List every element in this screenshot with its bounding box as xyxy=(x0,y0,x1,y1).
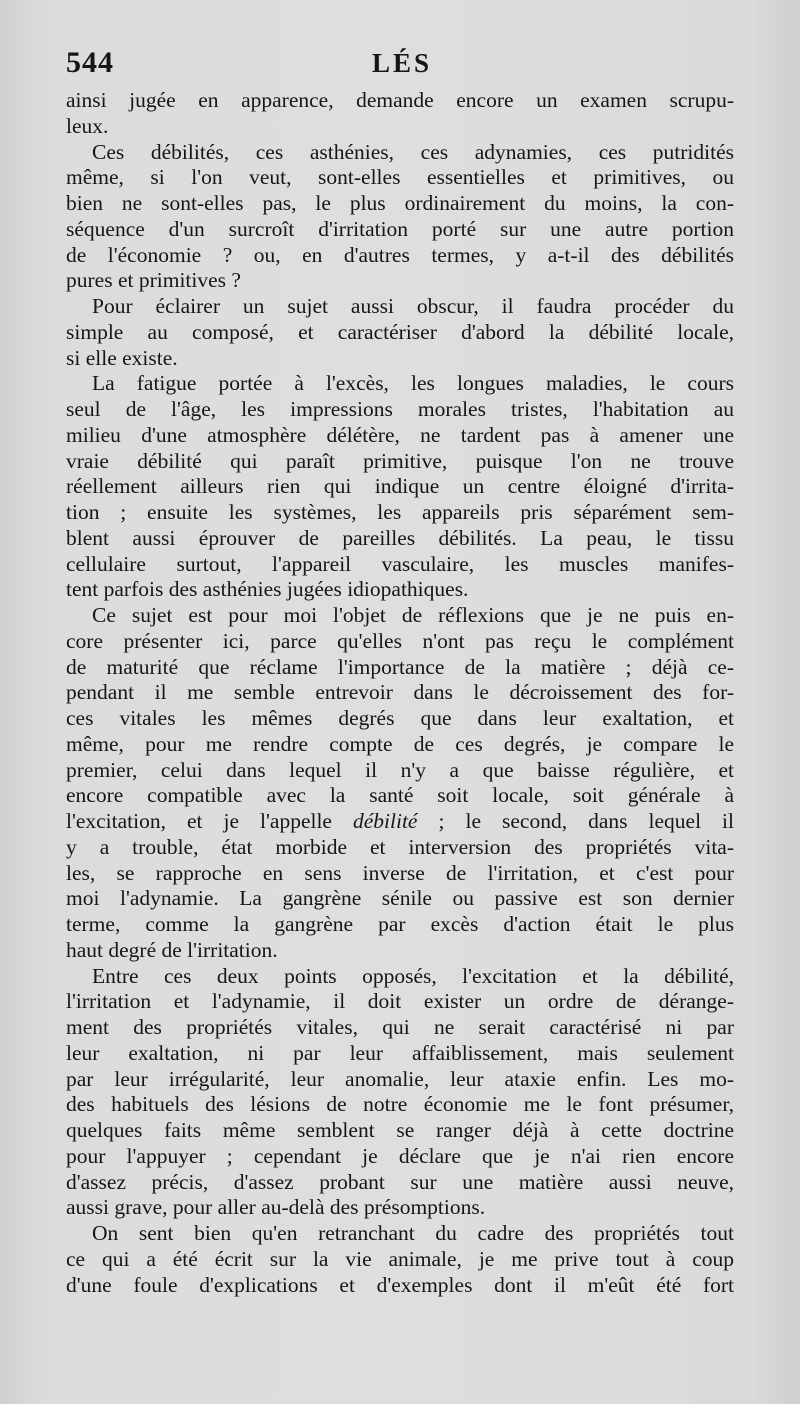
text-line: seul de l'âge, les impressions morales tristes, l'habitation au xyxy=(66,397,734,421)
page-number: 544 xyxy=(66,46,114,79)
italic-term: débilité xyxy=(353,809,418,833)
text-line: ce qui a été écrit sur la vie animale, je me prive tout à coup xyxy=(66,1246,734,1271)
text-line: par leur irrégularité, leur anomalie, leur ataxie enfin. Les mo- xyxy=(66,1066,734,1091)
text-line: La fatigue portée à l'excès, les longues maladies, le cours xyxy=(92,371,734,396)
text-line: ces vitales les mêmes degrés que dans leur exaltation, et xyxy=(66,706,734,730)
running-head: LÉS xyxy=(371,48,433,78)
text-line: Ce sujet est pour moi l'objet de réflexions que je ne puis en- xyxy=(92,603,734,627)
text-line xyxy=(66,809,734,835)
text-line: bien ne sont-elles pas, le plus ordinairement du moins, la con- xyxy=(66,191,734,215)
text-line: pendant il me semble entrevoir dans le décroissement des for- xyxy=(66,680,734,705)
text-segment: l'excitation, et je l'appelle xyxy=(66,809,353,833)
text-line: core présenter ici, parce qu'elles n'ont pas reçu le complément xyxy=(66,628,734,653)
text-line: séquence d'un surcroît d'irritation porté sur une autre portion xyxy=(66,216,734,241)
text-line: de maturité que réclame l'importance de la matière ; déjà ce- xyxy=(66,654,734,679)
text-line: terme, comme la gangrène par excès d'action était le plus xyxy=(66,912,734,936)
text-segment: ; le second, dans lequel il xyxy=(417,809,734,833)
text-line: leux. xyxy=(66,113,109,138)
text-line: pour l'appuyer ; cependant je déclare que je n'ai rien encore xyxy=(66,1143,734,1168)
text-line: moi l'adynamie. La gangrène sénile ou passive est son dernier xyxy=(66,886,734,911)
text-line: Pour éclairer un sujet aussi obscur, il faudra procéder du xyxy=(92,294,734,318)
text-line: haut degré de l'irritation. xyxy=(66,937,278,962)
text-line: ainsi jugée en apparence, demande encore un examen scrupu- xyxy=(66,88,734,112)
text-line: Entre ces deux points opposés, l'excitation et la débilité, xyxy=(92,963,734,988)
text-line: On sent bien qu'en retranchant du cadre des propriétés tout xyxy=(92,1221,734,1245)
text-line: encore compatible avec la santé soit locale, soit générale à xyxy=(66,783,734,808)
text-line: de l'économie ? ou, en d'autres termes, y a-t-il des débilités xyxy=(66,242,734,267)
text-line: premier, celui dans lequel il n'y a que baisse régulière, et xyxy=(66,757,734,782)
text-line: vraie débilité qui paraît primitive, puisque l'on ne trouve xyxy=(66,448,734,473)
text-line: les, se rapproche en sens inverse de l'irritation, et c'est pour xyxy=(66,860,734,885)
text-line: cellulaire surtout, l'appareil vasculaire, les muscles manifes- xyxy=(66,551,734,576)
text-line: d'assez précis, d'assez probant sur une matière aussi neuve, xyxy=(66,1169,734,1194)
text-line: milieu d'une atmosphère délétère, ne tardent pas à amener une xyxy=(66,422,734,447)
text-line: quelques faits même semblent se ranger déjà à cette doctrine xyxy=(66,1118,734,1142)
text-line: aussi grave, pour aller au-delà des présomptions. xyxy=(66,1195,486,1220)
text-line: des habituels des lésions de notre économie me le font présumer, xyxy=(66,1092,734,1117)
text-line: l'irritation et l'adynamie, il doit exister un ordre de dérange- xyxy=(66,989,734,1014)
text-line: ment des propriétés vitales, qui ne serait caractérisé ni par xyxy=(66,1015,734,1039)
body-text xyxy=(66,88,734,1298)
text-line: réellement ailleurs rien qui indique un centre éloigné d'irrita- xyxy=(66,474,734,499)
text-line: tent parfois des asthénies jugées idiopathiques. xyxy=(66,577,469,602)
text-line: Ces débilités, ces asthénies, ces adynamies, ces putridités xyxy=(92,139,734,164)
text-line: leur exaltation, ni par leur affaiblissement, mais seulement xyxy=(66,1040,734,1065)
text-line: tion ; ensuite les systèmes, les appareils pris séparément sem- xyxy=(66,500,734,524)
page-header xyxy=(66,46,738,82)
text-line: y a trouble, état morbide et interversion des propriétés vita- xyxy=(66,834,734,859)
text-line: simple au composé, et caractériser d'abord la débilité locale, xyxy=(66,319,734,344)
text-line: même, pour me rendre compte de ces degrés, je compare le xyxy=(66,731,734,756)
text-line: même, si l'on veut, sont-elles essentielles et primitives, ou xyxy=(66,165,734,190)
text-line: pures et primitives ? xyxy=(66,268,241,293)
text-line: d'une foule d'explications et d'exemples dont il m'eût été fort xyxy=(66,1272,734,1297)
text-line: si elle existe. xyxy=(66,345,178,370)
text-line: blent aussi éprouver de pareilles débilités. La peau, le tissu xyxy=(66,525,734,550)
